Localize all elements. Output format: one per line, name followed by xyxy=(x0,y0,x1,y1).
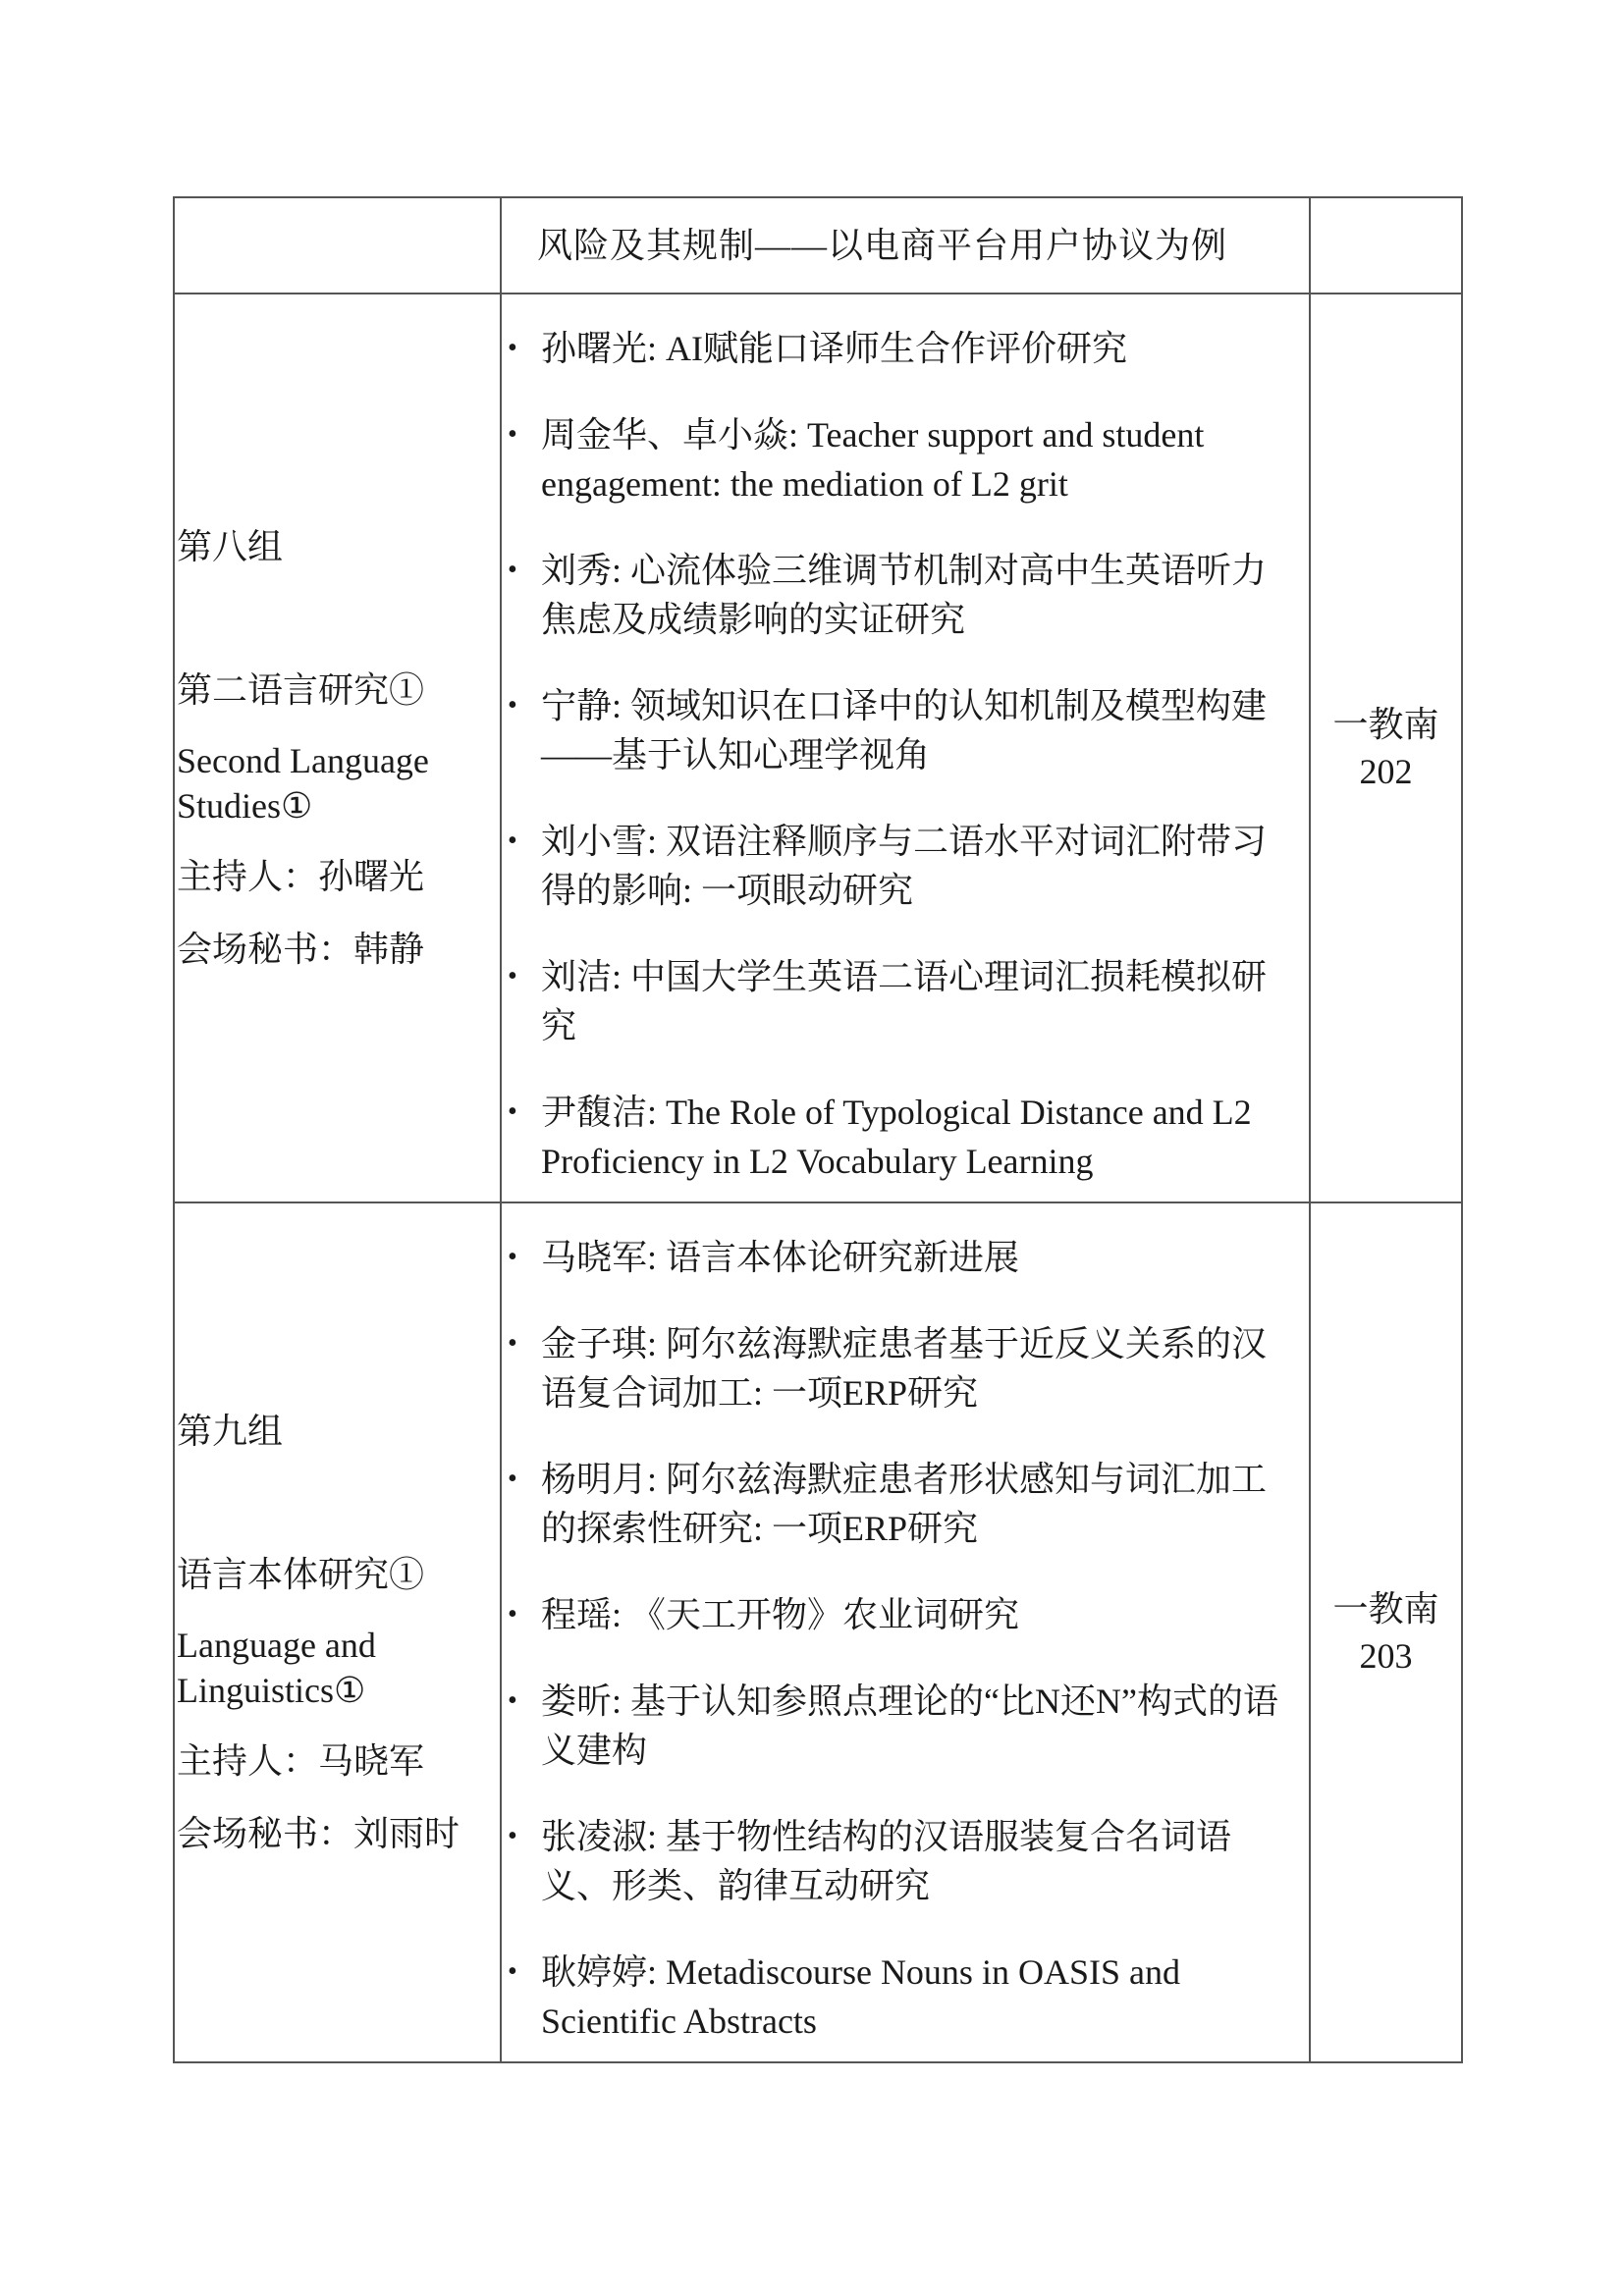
talk-item xyxy=(502,681,1301,779)
group-name: 第八组 xyxy=(177,527,284,566)
group-host: 主持人：孙曙光 xyxy=(177,857,425,896)
talk-text: 孙曙光: AI赋能口译师生合作评价研究 xyxy=(541,329,1127,368)
talk-item xyxy=(502,1677,1301,1775)
bullet-icon: • xyxy=(508,1599,517,1629)
group-name: 第九组 xyxy=(177,1412,284,1451)
session-table xyxy=(173,196,1463,2063)
room-number: 203 xyxy=(1359,1636,1413,1676)
bullet-icon: • xyxy=(508,1685,517,1716)
continuation-room-cell xyxy=(1310,197,1462,294)
talk-list xyxy=(502,1203,1309,2061)
bullet-icon: • xyxy=(508,1328,517,1359)
group-info-cell xyxy=(174,294,501,1202)
group-topic-en: Language and Linguistics① xyxy=(177,1626,376,1710)
talk-item xyxy=(502,1455,1301,1553)
continuation-group-cell xyxy=(174,197,501,294)
talk-text: 程瑶: 《天工开物》农业词研究 xyxy=(541,1595,1020,1634)
talk-list xyxy=(502,294,1309,1201)
bullet-icon: • xyxy=(508,555,517,585)
bullet-icon: • xyxy=(508,690,517,721)
room-building: 一教南 xyxy=(1332,705,1439,744)
bullet-icon: • xyxy=(508,1821,517,1851)
talk-text: 刘洁: 中国大学生英语二语心理词汇损耗模拟研究 xyxy=(541,957,1268,1045)
group-topic-en: Second Language Studies① xyxy=(177,741,429,826)
talks-cell xyxy=(501,1202,1310,2062)
group-host: 主持人：马晓军 xyxy=(177,1741,425,1781)
group-row-8 xyxy=(174,294,1462,1202)
talk-item xyxy=(502,1319,1301,1417)
talk-text: 刘秀: 心流体验三维调节机制对高中生英语听力焦虑及成绩影响的实证研究 xyxy=(541,551,1268,639)
group-secretary: 会场秘书：刘雨时 xyxy=(177,1814,460,1853)
bullet-icon: • xyxy=(508,1956,517,1987)
bullet-icon: • xyxy=(508,961,517,991)
talk-text: 金子琪: 阿尔兹海默症患者基于近反义关系的汉语复合词加工: 一项ERP研究 xyxy=(541,1324,1268,1413)
bullet-icon: • xyxy=(508,826,517,856)
bullet-icon: • xyxy=(508,1096,517,1127)
talk-text: 耿婷婷: Metadiscourse Nouns in OASIS and Scientific Abstracts xyxy=(541,1952,1180,2041)
talk-item xyxy=(502,1948,1301,2046)
talk-item xyxy=(502,546,1301,644)
talk-text: 娄昕: 基于认知参照点理论的“比N还N”构式的语义建构 xyxy=(541,1682,1278,1770)
talk-item xyxy=(502,1233,1301,1282)
talks-cell xyxy=(501,294,1310,1202)
bullet-icon: • xyxy=(508,1464,517,1494)
talk-text: 宁静: 领域知识在口译中的认知机制及模型构建——基于认知心理学视角 xyxy=(541,686,1268,774)
group-topic-cn: 语言本体研究① xyxy=(177,1555,425,1594)
talk-item xyxy=(502,1590,1301,1639)
continuation-talk-cell xyxy=(501,197,1310,294)
bullet-icon: • xyxy=(508,333,517,363)
talk-text: 杨明月: 阿尔兹海默症患者形状感知与词汇加工的探索性研究: 一项ERP研究 xyxy=(541,1460,1268,1548)
group-info-cell xyxy=(174,1202,501,2062)
bullet-icon: • xyxy=(508,419,517,450)
talk-text: 刘小雪: 双语注释顺序与二语水平对词汇附带习得的影响: 一项眼动研究 xyxy=(541,822,1268,910)
room-building: 一教南 xyxy=(1332,1589,1439,1629)
talk-text: 马晓军: 语言本体论研究新进展 xyxy=(541,1238,1020,1277)
room-number: 202 xyxy=(1359,752,1413,791)
talk-item xyxy=(502,410,1301,508)
talk-item xyxy=(502,817,1301,915)
group-secretary: 会场秘书：韩静 xyxy=(177,930,425,969)
continuation-talk-text: 风险及其规制——以电商平台用户协议为例 xyxy=(537,226,1228,265)
talk-item xyxy=(502,952,1301,1050)
bullet-icon: • xyxy=(508,1242,517,1272)
talk-text: 张凌淑: 基于物性结构的汉语服装复合名词语义、形类、韵律互动研究 xyxy=(541,1817,1232,1905)
talk-text: 尹馥洁: The Role of Typological Distance and L2 Proficiency in L2 Vocabulary Learning xyxy=(541,1093,1252,1181)
room-cell xyxy=(1310,1202,1462,2062)
continuation-row xyxy=(174,197,1462,294)
group-topic-cn: 第二语言研究① xyxy=(177,670,425,710)
talk-text: 周金华、卓小焱: Teacher support and student engagement: the mediation of L2 grit xyxy=(541,415,1205,504)
room-cell xyxy=(1310,294,1462,1202)
talk-item xyxy=(502,1088,1301,1186)
group-row-9 xyxy=(174,1202,1462,2062)
talk-item xyxy=(502,1812,1301,1910)
talk-item xyxy=(502,324,1301,373)
